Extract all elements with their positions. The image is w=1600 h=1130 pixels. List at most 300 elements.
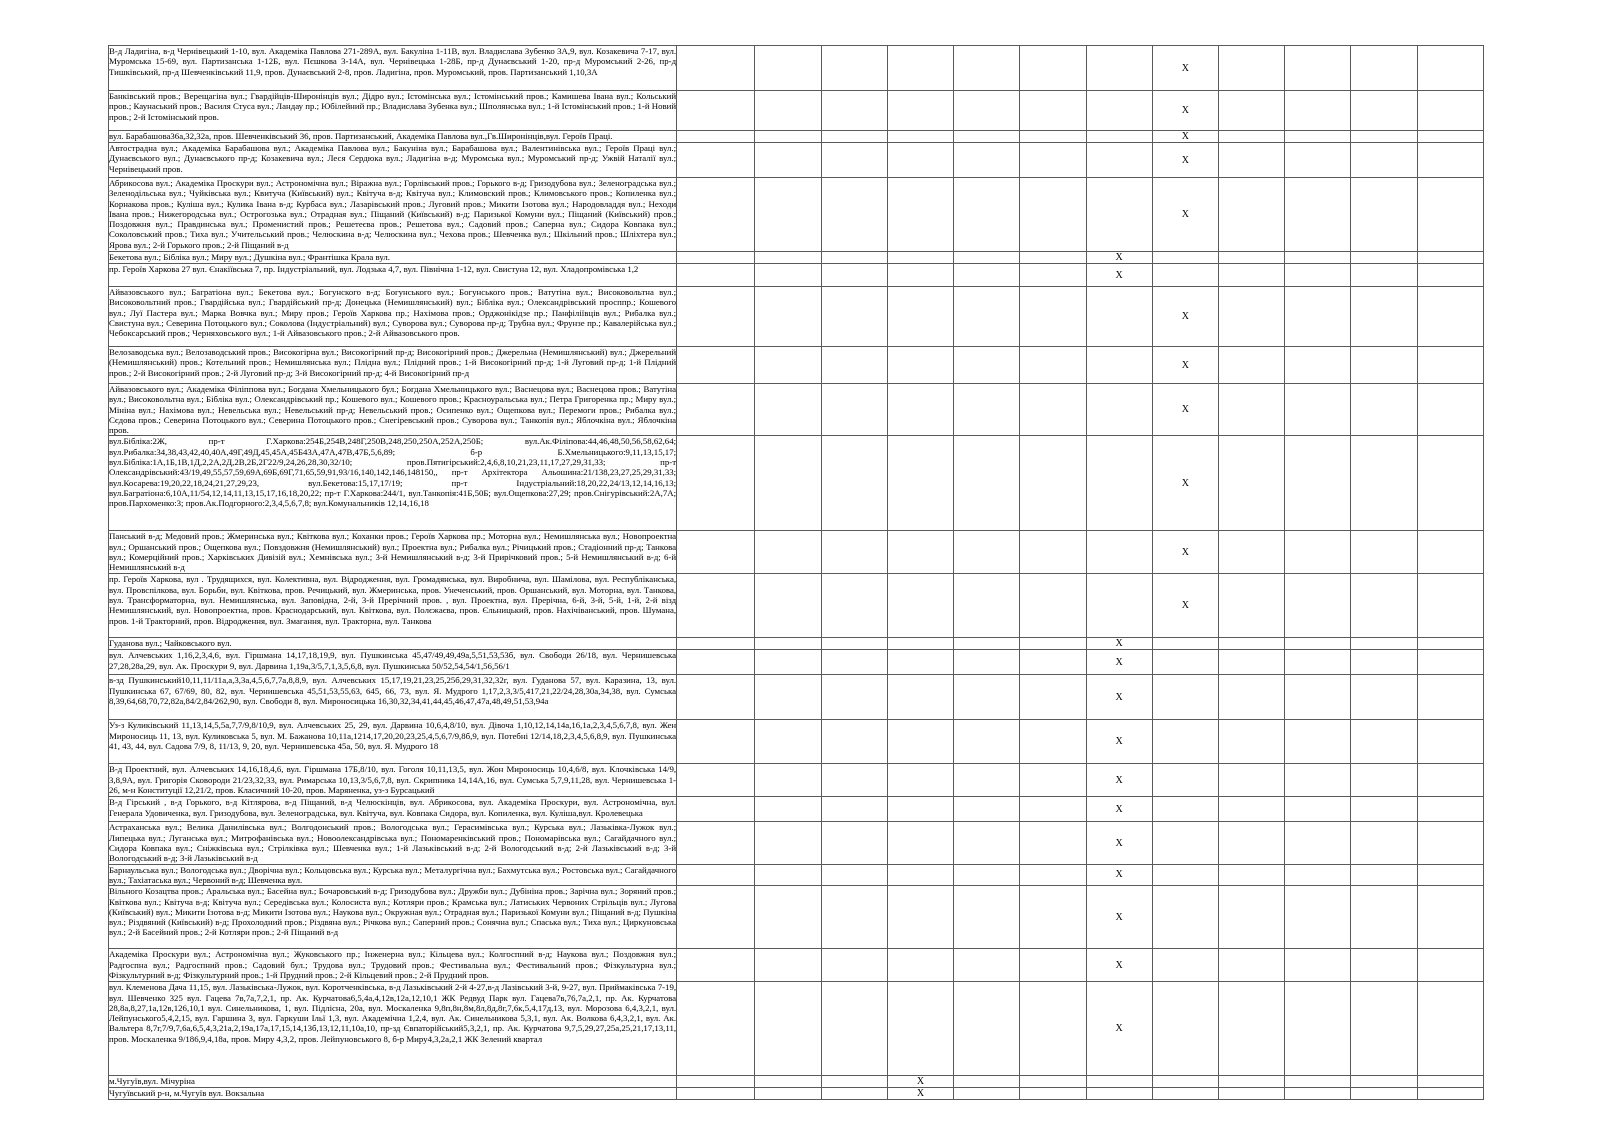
- mark-cell: [821, 347, 887, 384]
- mark-cell: [755, 531, 821, 574]
- mark-cell: [954, 436, 1020, 531]
- mark-cell: [677, 650, 755, 675]
- mark-cell: [1152, 864, 1218, 886]
- mark-cell: [755, 1076, 821, 1088]
- mark-cell: [954, 287, 1020, 347]
- table-row: [109, 143, 1484, 178]
- mark-cell: [755, 764, 821, 797]
- table-row: [109, 287, 1484, 347]
- mark-cell: [887, 252, 953, 264]
- mark-cell: [1417, 764, 1483, 797]
- mark-cell: [1285, 287, 1351, 347]
- mark-cell: [1020, 638, 1086, 650]
- x-mark-cell: X: [1086, 822, 1152, 864]
- street-list-cell: Уз-з Куликівський 11,13,14,5,5а,7,7/9,8/10,9, вул. Алчевських 25, 29, вул. Дарвина 10,6,4,8/10, вул. Дівоча 1,10,12,14,14а,16,1а,2,3,4,5,6,7,8, вул. Жен Мироносиць 11, 13, вул. Куликовська 5, вул. М. Бажанова 10,11а,1214,17,20,20,23,25,4,5,6,7/9,8б,9, вул. Потебні 12/14,18,2,3,4,5,6,8,9, вул. Пушкинська 41, 43, 44, вул. Садова 7/9, 8, 11/13, 9, 20, вул. Чернишевська 45а, 50, вул. Я. Мудрого 18: [109, 720, 677, 764]
- mark-cell: [821, 982, 887, 1076]
- mark-cell: [1285, 436, 1351, 531]
- mark-cell: [1218, 178, 1284, 252]
- mark-cell: [1152, 886, 1218, 949]
- mark-cell: [954, 982, 1020, 1076]
- table-row: [109, 574, 1484, 638]
- mark-cell: [1351, 1076, 1417, 1088]
- mark-cell: [755, 46, 821, 91]
- mark-cell: [1086, 1088, 1152, 1100]
- mark-cell: [1351, 531, 1417, 574]
- mark-cell: [1351, 178, 1417, 252]
- mark-cell: [755, 886, 821, 949]
- mark-cell: [1351, 1088, 1417, 1100]
- mark-cell: [821, 1088, 887, 1100]
- mark-cell: [887, 131, 953, 143]
- mark-cell: [755, 143, 821, 178]
- mark-cell: [1020, 347, 1086, 384]
- mark-cell: [1218, 764, 1284, 797]
- mark-cell: [1218, 287, 1284, 347]
- mark-cell: [677, 264, 755, 287]
- mark-cell: [954, 91, 1020, 131]
- mark-cell: [1086, 574, 1152, 638]
- mark-cell: [1285, 982, 1351, 1076]
- mark-cell: [1086, 384, 1152, 436]
- mark-cell: [1152, 638, 1218, 650]
- mark-cell: [1086, 131, 1152, 143]
- mark-cell: [1285, 264, 1351, 287]
- mark-cell: [1020, 886, 1086, 949]
- mark-cell: [954, 638, 1020, 650]
- mark-cell: [1020, 131, 1086, 143]
- street-list-cell: Айвазовського вул.; Багратіона вул.; Бекетова вул.; Богунского в-д; Богунського вул.; Богунського пров.; Ватутіна вул.; Високовольтна вул.; Високовольтний пров.; Гвардійська вул.; Гвардійський пр-д; Донецька (Немишлянський) вул.; Бібліка вул.; Олександрівський просппр.; Кошевого вул.; Луї Пастера вул.; Марка Вовчка вул.; Миру пров.; Героїв Харкова пр.; Нахімова пров.; Орджонікідзе пр.; Панфіліївців вул.; Рибалка вул.; Свистуна вул.; Северина Потоцького вул.; Соколова (Індустріальний) вул.; Суворова вул.; Суворова пр-д; Трубна вул.; Фрунзе пр.; Кавалерійська вул.; Чебоксарський пров.; Черняховського вул.; 1-й Айвазовського пров.; 2-й Айвазовського пров.: [109, 287, 677, 347]
- mark-cell: [821, 797, 887, 822]
- mark-cell: [677, 46, 755, 91]
- mark-cell: [821, 886, 887, 949]
- mark-cell: [677, 886, 755, 949]
- mark-cell: [1218, 982, 1284, 1076]
- mark-cell: [1218, 1076, 1284, 1088]
- mark-cell: [1020, 797, 1086, 822]
- mark-cell: [755, 91, 821, 131]
- mark-cell: [1086, 46, 1152, 91]
- mark-cell: [755, 252, 821, 264]
- street-list-cell: в-зд Пушкинський10,11,11/11а,а,3,3а,4,5,6,7,7а,8,8,9, вул. Алчевських 15,17,19,21,23,25,25б,29,31,32,32г, вул. Гуданова 57, вул. Каразина, 13, вул. Пушкинська 67, 67/69, 80, 82, вул. Чернишевська 45,51,53,55,63, 645, 66, 73, вул. Я. Мудрого 1,17,2,3,3/5,417,21,22/24,28,30а,34,38, вул. Сумська 8,39,64,68,70,72,82а,84/2,84/262,90, вул. Свободи 8, вул. Мироносицька 16,30,32,34,41,44,45,46,47,47а,48,49,51,53,94а: [109, 675, 677, 720]
- mark-cell: [1417, 720, 1483, 764]
- mark-cell: [1417, 1076, 1483, 1088]
- mark-cell: [755, 436, 821, 531]
- mark-cell: [887, 436, 953, 531]
- x-mark-cell: X: [887, 1088, 953, 1100]
- mark-cell: [1285, 1076, 1351, 1088]
- mark-cell: [887, 347, 953, 384]
- mark-cell: [887, 822, 953, 864]
- table-row: [109, 650, 1484, 675]
- mark-cell: [755, 1088, 821, 1100]
- street-list-cell: В-д Ладигіна, в-д Чернівецький 1-10, вул. Академіка Павлова 271-289А, вул. Бакуліна 1-11В, вул. Владислава Зубенко 3А,9, вул. Козакевича 7-17, вул. Муромська 15-69, вул. Партизанська 1-12Б, вул. Пєшкова 3-14А, вул. Чернівецька 1-28Б, пр-д Дунаєвський 1-20, пр-д Муромський 2-26, пр-д Тишківський, пр-д Шевченківський 11,9, пров. Дунаєвський 2-8, пров. Ладигіна, пров. Муромський, пров. Партизанський 1,10,3А: [109, 46, 677, 91]
- mark-cell: [821, 638, 887, 650]
- mark-cell: [1020, 864, 1086, 886]
- mark-cell: [887, 531, 953, 574]
- mark-cell: [887, 650, 953, 675]
- mark-cell: [1152, 982, 1218, 1076]
- mark-cell: [1351, 638, 1417, 650]
- mark-cell: [1351, 264, 1417, 287]
- mark-cell: [1351, 143, 1417, 178]
- mark-cell: [1152, 252, 1218, 264]
- mark-cell: [821, 436, 887, 531]
- mark-cell: [1285, 638, 1351, 650]
- mark-cell: [1020, 143, 1086, 178]
- mark-cell: [1020, 949, 1086, 982]
- mark-cell: [821, 574, 887, 638]
- mark-cell: [1020, 574, 1086, 638]
- mark-cell: [821, 864, 887, 886]
- mark-cell: [677, 131, 755, 143]
- mark-cell: [1020, 91, 1086, 131]
- street-list-cell: Айвазовського вул.; Академіка Філіппова вул.; Богдана Хмельницького бул.; Богдана Хмельницького вул.; Васнецова вул.; Васнецова пров.; Ватутіна вул.; Високовольтна вул.; Бібліка вул.; Олександрівський пр.; Кошевого вул.; Кошевого пров.; Красноуральська вул.; Петра Григоренка пр.; Миру вул.; Мініна вул.; Нахімова вул.; Невельська вул.; Невельський пр-д; Невельський пров.; Осипенко вул.; Ощепкова вул.; Перемоги пров.; Рибалка вул.; Сєдова пров.; Северина Потоцького вул.; Северина Потоцького пров.; Снегіревський пров.; Суворова вул.; Танкопія вул.; Яблочкіна вул.; Яблочкіна пров.: [109, 384, 677, 436]
- street-list-cell: Абрикосова вул.; Академіка Проскури вул.; Астрономічна вул.; Віражна вул.; Горлівський пров.; Горького в-д; Гризодубова вул.; Зеленоградська вул.; Зеленодільська вул.; Чуйківська вул.; Квитуча (Київський) вул.; Квітуча в-д; Квітуча вул.; Климовский пров.; Климовського пров.; Копиленка вул.; Корнакова пров.; Куліша вул.; Кулика Івана в-д; Курбаса вул.; Лазарівський пров.; Луговий пров.; Микити Ізотова вул.; Народовладдя вул.; Неходи Івана пров.; Нижегородська вул.; Острогозька вул.; Отрадная вул.; Піщаний (Київський) в-д; Паризької Комуни вул.; Піщаний (Київський) пров.; Поздовжня вул.; Правдинська вул.; Променистий пров.; Решетеєва пров.; Решетова вул.; Садовий пров.; Саперна вул.; Сидора Ковпака вул.; Соколовський пров.; Тиха вул.; Учительський пров.; Челюскина в-д; Челюскина вул.; Чехова пров.; Шевченка вул.; Шкільний пров.; Шліхтера вул.; Ярова вул.; 2-й Горького пров.; 2-й Піщаний в-д: [109, 178, 677, 250]
- street-list-cell: Банківський пров.; Верещагіна вул.; Гвардійців-Широнінців вул.; Дідро вул.; Істомінська вул.; Істомінський пров.; Камишева Івана вул.; Кольський пров.; Каунаський пров.; Василя Стуса вул.; Ландау пр.; Юбілейний пр.; Владислава Зубенка вул.; Шполянська вул.; 1-й Істомінський пров.; 1-й Новий пров.; 2-й Істомінський пров.: [109, 91, 677, 131]
- mark-cell: [1351, 384, 1417, 436]
- x-mark-cell: X: [1152, 384, 1218, 436]
- mark-cell: [954, 252, 1020, 264]
- x-mark-cell: X: [1086, 864, 1152, 886]
- mark-cell: [954, 131, 1020, 143]
- x-mark-cell: X: [1152, 347, 1218, 384]
- x-mark-cell: X: [1152, 287, 1218, 347]
- x-mark-cell: X: [1152, 436, 1218, 531]
- mark-cell: [1218, 264, 1284, 287]
- mark-cell: [1351, 982, 1417, 1076]
- mark-cell: [1218, 886, 1284, 949]
- mark-cell: [1218, 531, 1284, 574]
- mark-cell: [1417, 46, 1483, 91]
- mark-cell: [954, 46, 1020, 91]
- mark-cell: [1020, 720, 1086, 764]
- street-list-cell: Панський в-д; Медовий пров.; Жмеринська вул.; Квіткова вул.; Коханки пров.; Героїв Харкова пр.; Моторна вул.; Немишлянська вул.; Новопроектна вул.; Оршанський пров.; Ощепкова вул.; Повздовжня (Немишлянський) вул.; Проектна вул.; Рибалка вул.; Річицький пров.; Стадіонний пр-д; Танкова вул.; Комерційний пров.; Харківських Дивізій вул.; Хемнівська вул.; 3-й Немишлянський в-д; 3-й Прирічковий пров.; 5-й Немишлянський в-д; 6-й Немишлянський в-д: [109, 531, 677, 573]
- mark-cell: [677, 436, 755, 531]
- mark-cell: [1020, 384, 1086, 436]
- mark-cell: [677, 797, 755, 822]
- mark-cell: [1218, 675, 1284, 720]
- table-row: [109, 436, 1484, 531]
- mark-cell: [755, 650, 821, 675]
- mark-cell: [1218, 650, 1284, 675]
- mark-cell: [1351, 720, 1417, 764]
- mark-cell: [1417, 347, 1483, 384]
- mark-cell: [887, 864, 953, 886]
- mark-cell: [1020, 822, 1086, 864]
- mark-cell: [755, 287, 821, 347]
- mark-cell: [954, 822, 1020, 864]
- mark-cell: [954, 384, 1020, 436]
- street-list-cell: пр. Героїв Харкова 27 вул. Єнакіївська 7, пр. Індустріальний, вул. Лодзька 4,7, вул. Північна 1-12, вул. Свистуна 12, вул. Хладопромівська 1,2: [109, 264, 677, 287]
- mark-cell: [887, 797, 953, 822]
- mark-cell: [1417, 252, 1483, 264]
- mark-cell: [1020, 252, 1086, 264]
- mark-cell: [954, 1076, 1020, 1088]
- table-row: [109, 178, 1484, 252]
- mark-cell: [1417, 531, 1483, 574]
- table-row: [109, 531, 1484, 574]
- street-list-cell: Автострадна вул.; Академіка Барабашова вул.; Академіка Павлова вул.; Бакуніна вул.; Барабашова вул.; Валентинівська вул.; Героїв Праці вул.; Дунаєвського вул.; Дунаєвського пр-д; Козакевича вул.; Леся Сердюка вул.; Ладигіна в-д; Муромська вул.; Муромський пр-д; Ужвій Наталії вул.; Чернівецький пров.: [109, 143, 677, 178]
- mark-cell: [677, 638, 755, 650]
- mark-cell: [1417, 638, 1483, 650]
- mark-cell: [954, 574, 1020, 638]
- mark-cell: [1020, 287, 1086, 347]
- mark-cell: [1218, 384, 1284, 436]
- mark-cell: [1351, 675, 1417, 720]
- x-mark-cell: X: [1152, 143, 1218, 178]
- mark-cell: [1152, 675, 1218, 720]
- mark-cell: [677, 1076, 755, 1088]
- mark-cell: [1086, 436, 1152, 531]
- mark-cell: [887, 287, 953, 347]
- mark-cell: [1417, 131, 1483, 143]
- mark-cell: [677, 91, 755, 131]
- x-mark-cell: X: [1152, 131, 1218, 143]
- table-row: [109, 720, 1484, 764]
- street-list-cell: вул. Алчевських 1,16,2,3,4,6, вул. Гіршмана 14,17,18,19,9, вул. Пушкинська 45,47/49,49,49а,5,51,53,53б, вул. Свободи 26/18, вул. Чернишевська 27,28,28а,29, вул. Ак. Проскури 9, вул. Дарвина 1,19а,3/5,7,1,3,5,6,8, вул. Пушкинська 50/52,54,54/1,56,56/1: [109, 650, 677, 675]
- mark-cell: [1218, 822, 1284, 864]
- mark-cell: [821, 131, 887, 143]
- mark-cell: [1285, 886, 1351, 949]
- street-list-cell: вул. Барабашова36а,32,32а, пров. Шевченківський 36, пров. Партизанський, Академіка Павлова вул.,Гв.Широнінців,вул. Героїв Праці.: [109, 131, 677, 143]
- mark-cell: [1020, 46, 1086, 91]
- mark-cell: [887, 264, 953, 287]
- mark-cell: [1285, 91, 1351, 131]
- mark-cell: [1020, 531, 1086, 574]
- mark-cell: [821, 46, 887, 91]
- mark-cell: [954, 886, 1020, 949]
- mark-cell: [1285, 720, 1351, 764]
- mark-cell: [1417, 574, 1483, 638]
- street-list-cell: Академіка Проскури вул.; Астрономічна вул.; Жуковського пр.; Інженерна вул.; Кільцева вул.; Колгоспний в-д; Наукова вул.; Поздовжня вул.; Радгоспна вул.; Радгоспний пров.; Садовий бул.; Трудова вул.; Трудовий пров.; Фестивальна вул.; Фестивальний пров.; Фізкультурна вул.; Фізкультурний в-д; Фізкультурний пров.; 1-й Прудний пров.; 2-й Кільцевий пров.; 2-й Прудний пров.: [109, 949, 677, 980]
- table-row: [109, 1088, 1484, 1100]
- x-mark-cell: X: [1086, 797, 1152, 822]
- mark-cell: [1218, 131, 1284, 143]
- mark-cell: [755, 822, 821, 864]
- mark-cell: [887, 982, 953, 1076]
- mark-cell: [1020, 650, 1086, 675]
- street-list-cell: Барнаульська вул.; Вологодська вул.; Дворічна вул.; Кольцовська вул.; Курська вул.; Металургічна вул.; Бахмутська вул.; Ростовська вул.; Сагайдачного вул.; Тахіатаська вул.; Червоний в-д; Шевченка вул.: [109, 864, 677, 885]
- mark-cell: [954, 650, 1020, 675]
- mark-cell: [1152, 797, 1218, 822]
- mark-cell: [755, 720, 821, 764]
- mark-cell: [821, 287, 887, 347]
- mark-cell: [821, 720, 887, 764]
- mark-cell: [1285, 675, 1351, 720]
- mark-cell: [887, 46, 953, 91]
- mark-cell: [1152, 949, 1218, 982]
- table-row: [109, 91, 1484, 131]
- street-list-cell: Астраханська вул.; Велика Данилівська вул.; Волгодонський пров.; Вологодська вул.; Герасимівська вул.; Курська вул.; Лазьківка-Лужок вул.; Липецька вул.; Луганська вул.; Митрофанівська вул.; Новоолександрівська вул.; Пономаренківський пров.; Пономарівська вул.; Сагайдачного вул.; Сидора Ковпака вул.; Сніжківська вул.; Стрілківка вул.; Шевченка вул.; 1-й Лазьківський в-д; 2-й Вологодський в-д; 2-й Лазьківський в-д; 3-й Вологодський в-д; 3-й Лазьківський в-д: [109, 822, 677, 864]
- mark-cell: [1351, 886, 1417, 949]
- mark-cell: [1218, 1088, 1284, 1100]
- table-row: [109, 264, 1484, 287]
- mark-cell: [1020, 982, 1086, 1076]
- mark-cell: [821, 675, 887, 720]
- mark-cell: [755, 675, 821, 720]
- mark-cell: [1417, 886, 1483, 949]
- mark-cell: [1218, 436, 1284, 531]
- mark-cell: [1417, 797, 1483, 822]
- mark-cell: [1285, 797, 1351, 822]
- mark-cell: [1351, 287, 1417, 347]
- mark-cell: [1152, 650, 1218, 675]
- table-row: [109, 638, 1484, 650]
- mark-cell: [1086, 143, 1152, 178]
- mark-cell: [1020, 436, 1086, 531]
- mark-cell: [954, 720, 1020, 764]
- mark-cell: [1218, 720, 1284, 764]
- mark-cell: [887, 384, 953, 436]
- mark-cell: [887, 675, 953, 720]
- mark-cell: [677, 982, 755, 1076]
- mark-cell: [755, 949, 821, 982]
- mark-cell: [1417, 675, 1483, 720]
- mark-cell: [677, 347, 755, 384]
- mark-cell: [1351, 574, 1417, 638]
- mark-cell: [1351, 949, 1417, 982]
- mark-cell: [677, 531, 755, 574]
- table-row: [109, 886, 1484, 949]
- mark-cell: [821, 949, 887, 982]
- mark-cell: [1020, 264, 1086, 287]
- mark-cell: [1417, 384, 1483, 436]
- mark-cell: [1417, 143, 1483, 178]
- x-mark-cell: X: [1086, 982, 1152, 1076]
- mark-cell: [755, 864, 821, 886]
- street-list-cell: вул.Бібліка:2Ж, пр-т Г.Харкова:254Б,254В,248Г,250В,248,250,250А,252А,250Б; вул.Ак.Філіпова:44,46,48,50,56,58,62,64; вул.Рибалка:34,38,43,42,40,40А,49Г,49Д,45,45А,45Б43А,47А,47В,47Б,5,6,89; б-р Б.Хмельницького:9,11,13,15,17; вул.Бібліка:1А,1Б,1В,1Д,2,2А,2Д,2В,2Б,2Г22/9,24,26,28,30,32/10; пров.Пятигірський:2,4,6,8,10,21,23,11,17,27,29,31,33; пр-т Олександрівський:43/19,49,55,57,59,69А,69Б,69Г,71,65,59,91,93/16,140,142,146,148150,, пр-т Архітектора Альошина:21/138,23,27,25,29,31,33; вул.Косарева:19,20,22,18,24,21,27,29,23, вул.Бекетова:15,17,17/19; пр-т Індустріальний:18,20,22,24/13,12,14,16,13; вул.Багратіона:6,10А,11/54,12,14,11,13,15,17,16,18,20,22; пр-т Г.Харкова:244/1, вул.Танкопія:41Б,50Б; вул.Ощепкова:27,29; пров.Снігурівський:2А,7А; пров.Пархоменко:3; пров.Ак.Подгорного:2,3,4,5,6,7,8; вул.Комунальників 12,14,16,18: [109, 436, 677, 531]
- mark-cell: [1351, 131, 1417, 143]
- mark-cell: [954, 531, 1020, 574]
- x-mark-cell: X: [1152, 574, 1218, 638]
- street-list-cell: В-д Проектний, вул. Алчевських 14,16,18,4,6, вул. Гіршмана 17Б,8/10, вул. Гоголя 10,11,13,5, вул. Жон Мироносиць 10,4,6/8, вул. Клочківська 14/9, 3,8,9А, вул. Григорія Сковороди 21/23,32,33, вул. Римарська 10,13,3/5,6,7,8, вул. Скрипника 14,14А,16, вул. Сумська 5,7,9,11,28, вул. Чернишевська 1-26, м-н Конституції 12,21/2, пров. Класичний 10-20, пров. Маряненка, уз-з Бурсацький: [109, 764, 677, 796]
- mark-cell: [1351, 91, 1417, 131]
- table-row: [109, 764, 1484, 797]
- mark-cell: [755, 264, 821, 287]
- mark-cell: [1417, 864, 1483, 886]
- mark-cell: [1086, 1076, 1152, 1088]
- street-table-body: [109, 46, 1484, 1100]
- mark-cell: [677, 675, 755, 720]
- mark-cell: [677, 287, 755, 347]
- mark-cell: [1152, 264, 1218, 287]
- mark-cell: [1152, 764, 1218, 797]
- mark-cell: [755, 131, 821, 143]
- mark-cell: [1285, 46, 1351, 91]
- mark-cell: [1218, 252, 1284, 264]
- mark-cell: [1417, 1088, 1483, 1100]
- mark-cell: [1285, 650, 1351, 675]
- mark-cell: [755, 347, 821, 384]
- x-mark-cell: X: [1152, 91, 1218, 131]
- mark-cell: [1351, 46, 1417, 91]
- mark-cell: [1351, 436, 1417, 531]
- mark-cell: [755, 797, 821, 822]
- x-mark-cell: X: [1086, 650, 1152, 675]
- mark-cell: [1351, 650, 1417, 675]
- mark-cell: [1218, 46, 1284, 91]
- mark-cell: [1285, 347, 1351, 384]
- mark-cell: [1351, 764, 1417, 797]
- mark-cell: [1218, 638, 1284, 650]
- mark-cell: [954, 675, 1020, 720]
- table-row: [109, 822, 1484, 864]
- mark-cell: [887, 764, 953, 797]
- mark-cell: [821, 764, 887, 797]
- mark-cell: [1086, 91, 1152, 131]
- mark-cell: [1218, 949, 1284, 982]
- mark-cell: [1285, 131, 1351, 143]
- mark-cell: [677, 720, 755, 764]
- street-list-cell: В-д Гірський , в-д Горького, в-д Кітлярова, в-д Піщаний, в-д Челюскінців, вул. Абрикосова, вул. Академіка Проскури, вул. Астрономічна, вул. Генерала Удовиченка, вул. Гризодубова, вул. Зеленоградська, вул. Квітуча, вул. Ковпака Сидора, вул. Копиленка, вул. Куліша,вул. Кролевецька: [109, 797, 677, 822]
- street-allocation-table: [108, 45, 1484, 1100]
- mark-cell: [1285, 1088, 1351, 1100]
- table-row: [109, 675, 1484, 720]
- mark-cell: [1152, 1076, 1218, 1088]
- mark-cell: [1218, 91, 1284, 131]
- mark-cell: [1351, 797, 1417, 822]
- mark-cell: [1218, 574, 1284, 638]
- mark-cell: [677, 822, 755, 864]
- mark-cell: [677, 143, 755, 178]
- mark-cell: [821, 531, 887, 574]
- mark-cell: [1020, 764, 1086, 797]
- mark-cell: [755, 982, 821, 1076]
- mark-cell: [1417, 822, 1483, 864]
- mark-cell: [1285, 178, 1351, 252]
- mark-cell: [954, 949, 1020, 982]
- street-list-cell: пр. Героїв Харкова, вул . Трудящихся, вул. Колективна, вул. Відродження, вул. Громадянська, вул. Виробнича, вул. Шамілова, вул. Республіканська, вул. Провспілкова, вул. Борьби, вул. Квіткова, пров. Речицький, вул. Жмеринська, пров. Унеченський, пров. Оршанський, вул. Моторна, вул. Танкова, вул. Трансформаторна, вул. Немишлянська, вул. Заповідна, 2-й, 3-й Прерічний пров. , вул. Проектна, вул. Прерічна, 6-й, 3-й, 5-й, 1-й, 2-й візд Немишлянський, вул. Новопроектна, пров. Краснодарський, вул. Квіткова, вул. Полєжаєва, пров. Єльницький, пров. Нахічіванський, пров. Шумана, пров. 1-й Тракторний, пров. Відродження, вул. Змагання, вул. Тракторна, вул. Танкова: [109, 574, 677, 638]
- mark-cell: [1218, 797, 1284, 822]
- mark-cell: [954, 764, 1020, 797]
- table-row: [109, 46, 1484, 91]
- mark-cell: [954, 143, 1020, 178]
- mark-cell: [887, 143, 953, 178]
- mark-cell: [1285, 822, 1351, 864]
- mark-cell: [1285, 574, 1351, 638]
- mark-cell: [954, 178, 1020, 252]
- mark-cell: [1285, 143, 1351, 178]
- mark-cell: [677, 178, 755, 252]
- mark-cell: [1218, 347, 1284, 384]
- x-mark-cell: X: [1152, 531, 1218, 574]
- mark-cell: [1285, 764, 1351, 797]
- mark-cell: [821, 252, 887, 264]
- mark-cell: [755, 638, 821, 650]
- mark-cell: [1285, 949, 1351, 982]
- street-list-cell: вул. Клеменова Дача 11,15, вул. Лазьківська-Лужок, вул. Коротченківська, в-д Лазьківський 2-й 4-27,в-д Лазівський 3-й, 9-27, вул. Приймаківська 7-19, вул. Шевченко 325 вул. Гацева 7в,7а,7,2,1, пр. Ак. Курчатова6,5,4а,4,12в,12а,12,10,1 ЖК Редвуд Парк вул. Гацева7в,76,7а,2,1, пр. Ак. Курчатова 28,8а,8,27,1а,12в,126,10,1 вул. Синельникова, 1, вул. Підлісна, 20а, вул. Москаленка 9,8п,8н,8м,8л,8д,8г,7,6к,5,4,17д,13, вул. Морозова 6,4,3,2,1, вул. Лейпунського5,4,2,15, вул. Гаршина 3, вул. Гаркуши Ільї 1,3, вул. Академічна 1,2,4, вул. Ак. Синельникова 5,3,1, вул. Ак. Волкова 6,4,3,2,1, вул. Ак. Вальтера 8,7г,7/9,7,6а,6,5,4,3,21а,2,19а,17а,17,15,14,13б,13,12,11,10а,10, пр-зд Євпаторійський5,3,2,1, пр. Ак. Курчатова 9,7,5,29,27,25а,25,21,17,13,11, пров. Москаленка 9/186,9,4,18а, пров. Миру 4,3,2, пров. Лейпуновського 8, б-р Миру4,3,2а,2,1 ЖК Зелений квартал: [109, 982, 677, 1076]
- table-row: [109, 131, 1484, 143]
- table-row: [109, 864, 1484, 886]
- street-list-cell: Велозаводська вул.; Велозаводський пров.; Високогірна вул.; Високогірний пр-д; Високогірний пров.; Джерельна (Немишлянський) вул.; Джерельний (Немишлянський) пров.; Котельний пров.; Немишлянська вул.; Плідна вул.; Плідний пров.; 1-й Високогірний пр-д; 1-й Луговий пр-д; 1-й Плідний пров.; 2-й Високогірний пров.; 2-й Луговий пр-д; 3-й Високогірний пр-д; 4-й Високогірний пр-д: [109, 347, 677, 384]
- mark-cell: [755, 384, 821, 436]
- mark-cell: [821, 143, 887, 178]
- mark-cell: [887, 91, 953, 131]
- mark-cell: [1152, 720, 1218, 764]
- mark-cell: [1086, 531, 1152, 574]
- mark-cell: [954, 347, 1020, 384]
- x-mark-cell: X: [1086, 264, 1152, 287]
- mark-cell: [1417, 264, 1483, 287]
- x-mark-cell: X: [1086, 252, 1152, 264]
- mark-cell: [1020, 1076, 1086, 1088]
- street-list-cell: Бекетова вул.; Бібліка вул.; Миру вул.; Душкіна вул.; Франтішка Крала вул.: [109, 252, 677, 264]
- mark-cell: [887, 638, 953, 650]
- mark-cell: [954, 797, 1020, 822]
- mark-cell: [821, 822, 887, 864]
- x-mark-cell: X: [1152, 178, 1218, 252]
- mark-cell: [954, 264, 1020, 287]
